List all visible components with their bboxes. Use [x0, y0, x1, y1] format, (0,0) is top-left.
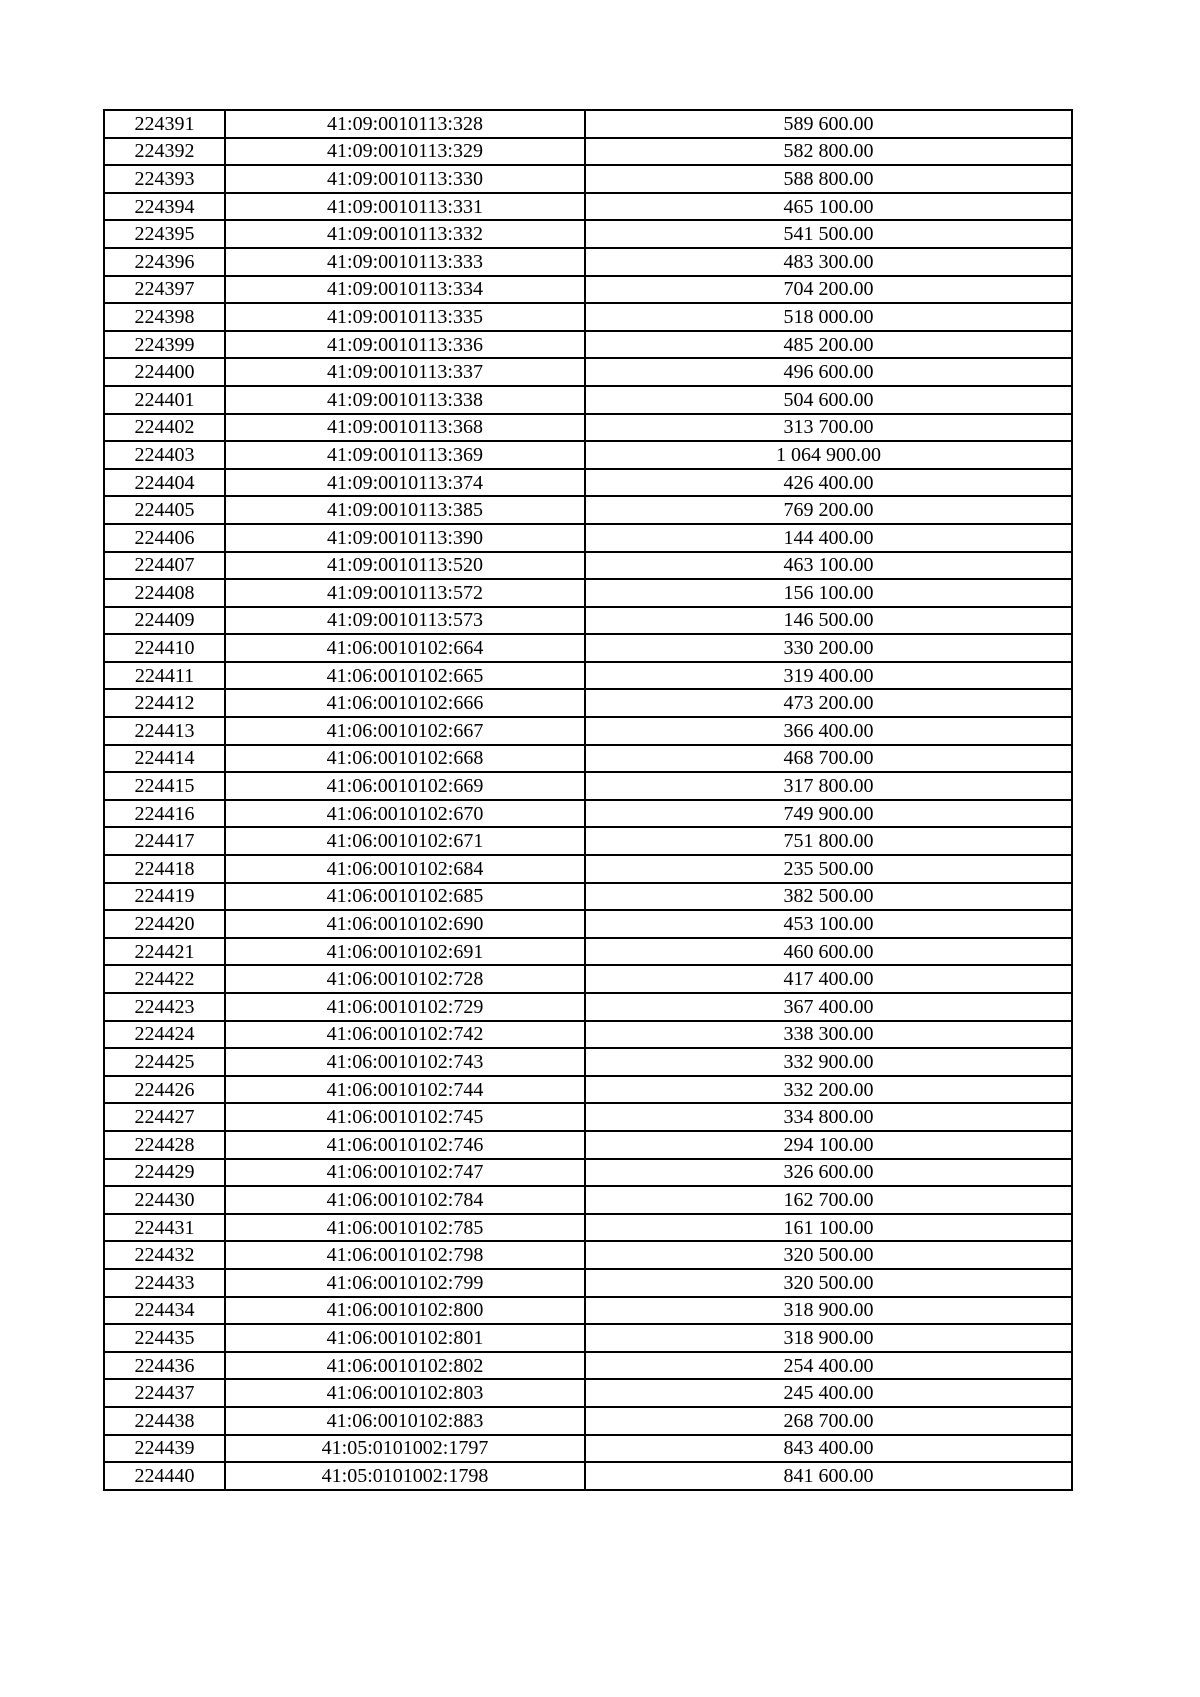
- value-cell: 841 600.00: [585, 1462, 1072, 1490]
- row-number-cell: 224420: [104, 910, 225, 938]
- value-cell: 245 400.00: [585, 1379, 1072, 1407]
- cadastral-number-cell: 41:06:0010102:745: [225, 1103, 585, 1131]
- value-cell: 582 800.00: [585, 138, 1072, 166]
- row-number-cell: 224440: [104, 1462, 225, 1490]
- row-number-cell: 224427: [104, 1103, 225, 1131]
- table-row: [104, 441, 1072, 469]
- cadastral-number-cell: 41:09:0010113:334: [225, 276, 585, 304]
- table-row: [104, 1352, 1072, 1380]
- cadastral-number-cell: 41:06:0010102:746: [225, 1131, 585, 1159]
- row-number-cell: 224399: [104, 331, 225, 359]
- value-cell: 235 500.00: [585, 855, 1072, 883]
- row-number-cell: 224421: [104, 938, 225, 966]
- table-row: [104, 883, 1072, 911]
- table-row: [104, 1462, 1072, 1490]
- cadastral-number-cell: 41:05:0101002:1798: [225, 1462, 585, 1490]
- value-cell: 769 200.00: [585, 496, 1072, 524]
- table-row: [104, 1379, 1072, 1407]
- row-number-cell: 224429: [104, 1159, 225, 1187]
- row-number-cell: 224438: [104, 1407, 225, 1435]
- cadastral-number-cell: 41:06:0010102:743: [225, 1048, 585, 1076]
- table-row: [104, 910, 1072, 938]
- value-cell: 483 300.00: [585, 248, 1072, 276]
- cadastral-number-cell: 41:09:0010113:329: [225, 138, 585, 166]
- row-number-cell: 224422: [104, 965, 225, 993]
- value-cell: 268 700.00: [585, 1407, 1072, 1435]
- cadastral-number-cell: 41:06:0010102:668: [225, 745, 585, 773]
- value-cell: 254 400.00: [585, 1352, 1072, 1380]
- value-cell: 426 400.00: [585, 469, 1072, 497]
- row-number-cell: 224431: [104, 1214, 225, 1242]
- table-row: [104, 552, 1072, 580]
- cadastral-number-cell: 41:09:0010113:374: [225, 469, 585, 497]
- table-row: [104, 689, 1072, 717]
- row-number-cell: 224391: [104, 110, 225, 138]
- table-row: [104, 965, 1072, 993]
- row-number-cell: 224400: [104, 358, 225, 386]
- cadastral-value-table: [103, 109, 1073, 1491]
- cadastral-number-cell: 41:06:0010102:666: [225, 689, 585, 717]
- row-number-cell: 224419: [104, 883, 225, 911]
- cadastral-number-cell: 41:09:0010113:338: [225, 386, 585, 414]
- row-number-cell: 224396: [104, 248, 225, 276]
- table-row: [104, 469, 1072, 497]
- value-cell: 330 200.00: [585, 634, 1072, 662]
- row-number-cell: 224423: [104, 993, 225, 1021]
- table-row: [104, 827, 1072, 855]
- table-row: [104, 1407, 1072, 1435]
- row-number-cell: 224398: [104, 303, 225, 331]
- cadastral-number-cell: 41:06:0010102:742: [225, 1021, 585, 1049]
- row-number-cell: 224424: [104, 1021, 225, 1049]
- cadastral-number-cell: 41:06:0010102:800: [225, 1297, 585, 1325]
- cadastral-number-cell: 41:06:0010102:667: [225, 717, 585, 745]
- cadastral-number-cell: 41:06:0010102:669: [225, 772, 585, 800]
- cadastral-number-cell: 41:06:0010102:799: [225, 1269, 585, 1297]
- value-cell: 382 500.00: [585, 883, 1072, 911]
- table-row: [104, 220, 1072, 248]
- table-row: [104, 1021, 1072, 1049]
- value-cell: 1 064 900.00: [585, 441, 1072, 469]
- row-number-cell: 224415: [104, 772, 225, 800]
- row-number-cell: 224401: [104, 386, 225, 414]
- value-cell: 473 200.00: [585, 689, 1072, 717]
- cadastral-number-cell: 41:09:0010113:369: [225, 441, 585, 469]
- value-cell: 161 100.00: [585, 1214, 1072, 1242]
- row-number-cell: 224425: [104, 1048, 225, 1076]
- value-cell: 749 900.00: [585, 800, 1072, 828]
- row-number-cell: 224392: [104, 138, 225, 166]
- cadastral-number-cell: 41:06:0010102:728: [225, 965, 585, 993]
- table-row: [104, 607, 1072, 635]
- table-row: [104, 745, 1072, 773]
- cadastral-number-cell: 41:09:0010113:390: [225, 524, 585, 552]
- cadastral-number-cell: 41:06:0010102:802: [225, 1352, 585, 1380]
- value-cell: 146 500.00: [585, 607, 1072, 635]
- cadastral-number-cell: 41:06:0010102:685: [225, 883, 585, 911]
- cadastral-number-cell: 41:06:0010102:744: [225, 1076, 585, 1104]
- table-row: [104, 524, 1072, 552]
- cadastral-number-cell: 41:06:0010102:798: [225, 1241, 585, 1269]
- cadastral-number-cell: 41:06:0010102:671: [225, 827, 585, 855]
- cadastral-number-cell: 41:06:0010102:684: [225, 855, 585, 883]
- row-number-cell: 224417: [104, 827, 225, 855]
- table-row: [104, 165, 1072, 193]
- value-cell: 589 600.00: [585, 110, 1072, 138]
- cadastral-number-cell: 41:06:0010102:883: [225, 1407, 585, 1435]
- value-cell: 465 100.00: [585, 193, 1072, 221]
- value-cell: 843 400.00: [585, 1435, 1072, 1463]
- row-number-cell: 224402: [104, 414, 225, 442]
- table-row: [104, 193, 1072, 221]
- value-cell: 453 100.00: [585, 910, 1072, 938]
- row-number-cell: 224407: [104, 552, 225, 580]
- value-cell: 144 400.00: [585, 524, 1072, 552]
- row-number-cell: 224397: [104, 276, 225, 304]
- cadastral-number-cell: 41:09:0010113:332: [225, 220, 585, 248]
- table-row: [104, 1241, 1072, 1269]
- cadastral-number-cell: 41:09:0010113:368: [225, 414, 585, 442]
- value-cell: 319 400.00: [585, 662, 1072, 690]
- table-row: [104, 662, 1072, 690]
- cadastral-number-cell: 41:09:0010113:333: [225, 248, 585, 276]
- table-row: [104, 138, 1072, 166]
- value-cell: 504 600.00: [585, 386, 1072, 414]
- value-cell: 417 400.00: [585, 965, 1072, 993]
- cadastral-number-cell: 41:06:0010102:664: [225, 634, 585, 662]
- row-number-cell: 224395: [104, 220, 225, 248]
- row-number-cell: 224409: [104, 607, 225, 635]
- row-number-cell: 224408: [104, 579, 225, 607]
- row-number-cell: 224405: [104, 496, 225, 524]
- cadastral-number-cell: 41:06:0010102:665: [225, 662, 585, 690]
- cadastral-number-cell: 41:06:0010102:803: [225, 1379, 585, 1407]
- table-row: [104, 276, 1072, 304]
- row-number-cell: 224412: [104, 689, 225, 717]
- row-number-cell: 224393: [104, 165, 225, 193]
- row-number-cell: 224430: [104, 1186, 225, 1214]
- value-cell: 463 100.00: [585, 552, 1072, 580]
- row-number-cell: 224394: [104, 193, 225, 221]
- table-row: [104, 1435, 1072, 1463]
- value-cell: 588 800.00: [585, 165, 1072, 193]
- cadastral-number-cell: 41:09:0010113:520: [225, 552, 585, 580]
- row-number-cell: 224413: [104, 717, 225, 745]
- value-cell: 294 100.00: [585, 1131, 1072, 1159]
- table-row: [104, 414, 1072, 442]
- value-cell: 332 200.00: [585, 1076, 1072, 1104]
- cadastral-number-cell: 41:06:0010102:785: [225, 1214, 585, 1242]
- table-row: [104, 1324, 1072, 1352]
- table-row: [104, 1186, 1072, 1214]
- row-number-cell: 224428: [104, 1131, 225, 1159]
- cadastral-number-cell: 41:09:0010113:330: [225, 165, 585, 193]
- row-number-cell: 224439: [104, 1435, 225, 1463]
- cadastral-number-cell: 41:06:0010102:801: [225, 1324, 585, 1352]
- value-cell: 338 300.00: [585, 1021, 1072, 1049]
- value-cell: 318 900.00: [585, 1297, 1072, 1325]
- cadastral-number-cell: 41:06:0010102:691: [225, 938, 585, 966]
- table-row: [104, 717, 1072, 745]
- value-cell: 326 600.00: [585, 1159, 1072, 1187]
- row-number-cell: 224404: [104, 469, 225, 497]
- value-cell: 366 400.00: [585, 717, 1072, 745]
- row-number-cell: 224437: [104, 1379, 225, 1407]
- cadastral-number-cell: 41:09:0010113:385: [225, 496, 585, 524]
- table-row: [104, 496, 1072, 524]
- value-cell: 156 100.00: [585, 579, 1072, 607]
- cadastral-number-cell: 41:09:0010113:572: [225, 579, 585, 607]
- table-row: [104, 1103, 1072, 1131]
- table-row: [104, 938, 1072, 966]
- cadastral-number-cell: 41:09:0010113:336: [225, 331, 585, 359]
- row-number-cell: 224432: [104, 1241, 225, 1269]
- cadastral-number-cell: 41:05:0101002:1797: [225, 1435, 585, 1463]
- table-row: [104, 634, 1072, 662]
- row-number-cell: 224433: [104, 1269, 225, 1297]
- table-row: [104, 800, 1072, 828]
- cadastral-number-cell: 41:06:0010102:784: [225, 1186, 585, 1214]
- row-number-cell: 224414: [104, 745, 225, 773]
- value-cell: 162 700.00: [585, 1186, 1072, 1214]
- row-number-cell: 224406: [104, 524, 225, 552]
- row-number-cell: 224416: [104, 800, 225, 828]
- table-row: [104, 1131, 1072, 1159]
- value-cell: 518 000.00: [585, 303, 1072, 331]
- value-cell: 541 500.00: [585, 220, 1072, 248]
- cadastral-number-cell: 41:09:0010113:328: [225, 110, 585, 138]
- table-row: [104, 331, 1072, 359]
- cadastral-number-cell: 41:09:0010113:337: [225, 358, 585, 386]
- table-body: [104, 110, 1072, 1490]
- value-cell: 318 900.00: [585, 1324, 1072, 1352]
- table-row: [104, 772, 1072, 800]
- table-row: [104, 110, 1072, 138]
- cadastral-number-cell: 41:06:0010102:690: [225, 910, 585, 938]
- row-number-cell: 224410: [104, 634, 225, 662]
- table-row: [104, 1048, 1072, 1076]
- cadastral-number-cell: 41:09:0010113:335: [225, 303, 585, 331]
- value-cell: 332 900.00: [585, 1048, 1072, 1076]
- table-row: [104, 1269, 1072, 1297]
- row-number-cell: 224426: [104, 1076, 225, 1104]
- table-row: [104, 1159, 1072, 1187]
- value-cell: 317 800.00: [585, 772, 1072, 800]
- row-number-cell: 224435: [104, 1324, 225, 1352]
- table-row: [104, 358, 1072, 386]
- row-number-cell: 224403: [104, 441, 225, 469]
- table-row: [104, 993, 1072, 1021]
- value-cell: 334 800.00: [585, 1103, 1072, 1131]
- value-cell: 320 500.00: [585, 1241, 1072, 1269]
- row-number-cell: 224418: [104, 855, 225, 883]
- row-number-cell: 224411: [104, 662, 225, 690]
- cadastral-number-cell: 41:06:0010102:729: [225, 993, 585, 1021]
- value-cell: 460 600.00: [585, 938, 1072, 966]
- value-cell: 704 200.00: [585, 276, 1072, 304]
- cadastral-number-cell: 41:09:0010113:573: [225, 607, 585, 635]
- row-number-cell: 224436: [104, 1352, 225, 1380]
- value-cell: 751 800.00: [585, 827, 1072, 855]
- table-row: [104, 1297, 1072, 1325]
- table-row: [104, 248, 1072, 276]
- table-row: [104, 855, 1072, 883]
- value-cell: 485 200.00: [585, 331, 1072, 359]
- value-cell: 367 400.00: [585, 993, 1072, 1021]
- table-row: [104, 579, 1072, 607]
- value-cell: 320 500.00: [585, 1269, 1072, 1297]
- table-row: [104, 303, 1072, 331]
- table-row: [104, 386, 1072, 414]
- value-cell: 313 700.00: [585, 414, 1072, 442]
- row-number-cell: 224434: [104, 1297, 225, 1325]
- cadastral-number-cell: 41:06:0010102:747: [225, 1159, 585, 1187]
- cadastral-number-cell: 41:09:0010113:331: [225, 193, 585, 221]
- table-row: [104, 1076, 1072, 1104]
- value-cell: 468 700.00: [585, 745, 1072, 773]
- cadastral-number-cell: 41:06:0010102:670: [225, 800, 585, 828]
- value-cell: 496 600.00: [585, 358, 1072, 386]
- table-row: [104, 1214, 1072, 1242]
